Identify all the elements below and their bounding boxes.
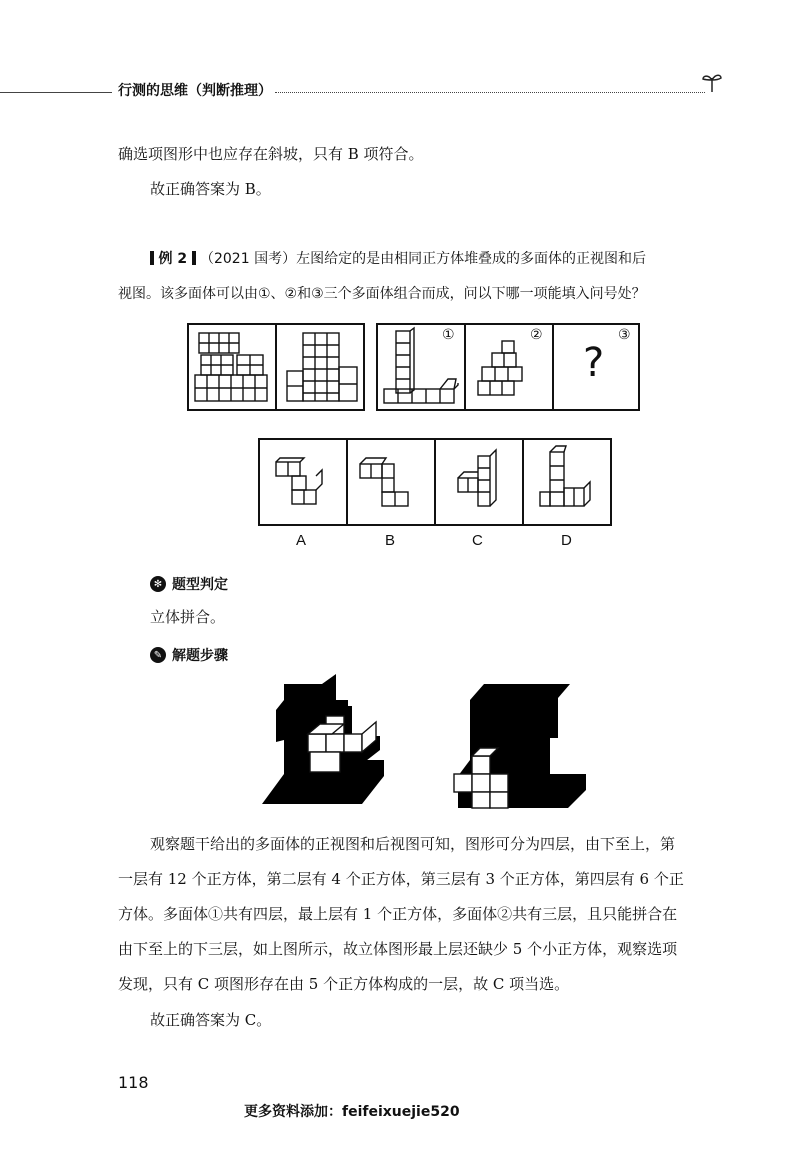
example-line-2: 视图。该多面体可以由①、②和③三个多面体组合而成，问以下哪一项能填入问号处？ [118, 286, 646, 302]
pieces-divider-2 [552, 323, 554, 411]
pieces-divider-1 [464, 323, 466, 411]
wrench-icon: ✎ [150, 647, 166, 663]
option-b-figure [350, 442, 430, 522]
sprout-icon [700, 70, 724, 94]
explanation-line-5: 发现，只有 C 项图形存在由 5 个正方体构成的一层，故 C 项当选。 [118, 975, 570, 993]
option-label-b: B [385, 532, 396, 549]
option-label-a: A [296, 532, 307, 549]
options-divider-2 [434, 438, 436, 526]
gear-icon: ✻ [150, 576, 166, 592]
prev-line-1: 确选项图形中也应存在斜坡，只有 B 项符合。 [118, 145, 424, 163]
type-section-title: 题型判定 [172, 577, 228, 593]
piece-2-figure [468, 327, 548, 407]
options-divider-1 [346, 438, 348, 526]
solution-front-figure [262, 680, 402, 820]
header-title: 行测的思维（判断推理） [118, 83, 272, 99]
type-section-heading [150, 574, 228, 594]
example-line-1 [150, 251, 646, 266]
explanation-line-4: 由下至上的下三层，如上图所示，故立体图形最上层还缺少 5 个小正方体，观察选项 [118, 940, 678, 958]
solution-back-figure [446, 680, 596, 820]
piece-label-1: ① [442, 327, 455, 343]
answer-line: 故正确答案为 C。 [150, 1011, 272, 1029]
option-a-figure [262, 442, 342, 522]
solution-section-heading [150, 645, 228, 665]
piece-label-2: ② [530, 327, 543, 343]
header-rule-right [275, 92, 705, 94]
solution-section-title: 解题步骤 [172, 648, 228, 664]
prev-line-2: 故正确答案为 B。 [150, 180, 271, 198]
type-section-text: 立体拼合。 [150, 608, 226, 626]
back-view-figure [281, 327, 361, 407]
header-rule-left [0, 92, 112, 93]
explanation-line-2: 一层有 12 个正方体，第二层有 4 个正方体，第三层有 3 个正方体，第四层有 6 个正 [118, 870, 684, 888]
page-number: 118 [118, 1073, 149, 1092]
option-d-figure [526, 442, 606, 522]
piece-label-3: ③ [618, 327, 631, 343]
option-label-c: C [472, 532, 483, 549]
front-view-figure [191, 327, 271, 407]
piece-1-figure [380, 327, 460, 407]
explanation-line-1: 观察题干给出的多面体的正视图和后视图可知，图形可分为四层，由下至上，第 [150, 835, 676, 853]
example-marker: 例 2 [158, 251, 188, 267]
example-question-line-1: （2021 国考）左图给定的是由相同正方体堆叠成的多面体的正视图和后 [199, 251, 647, 267]
option-c-figure [438, 442, 518, 522]
option-label-d: D [561, 532, 572, 549]
options-divider-3 [522, 438, 524, 526]
question-mark: ? [583, 340, 605, 386]
explanation-line-3: 方体。多面体①共有四层，最上层有 1 个正方体，多面体②共有三层，且只能拼合在 [118, 905, 678, 923]
footer-note: 更多资料添加：feifeixuejie520 [244, 1104, 460, 1120]
views-divider [275, 323, 277, 411]
